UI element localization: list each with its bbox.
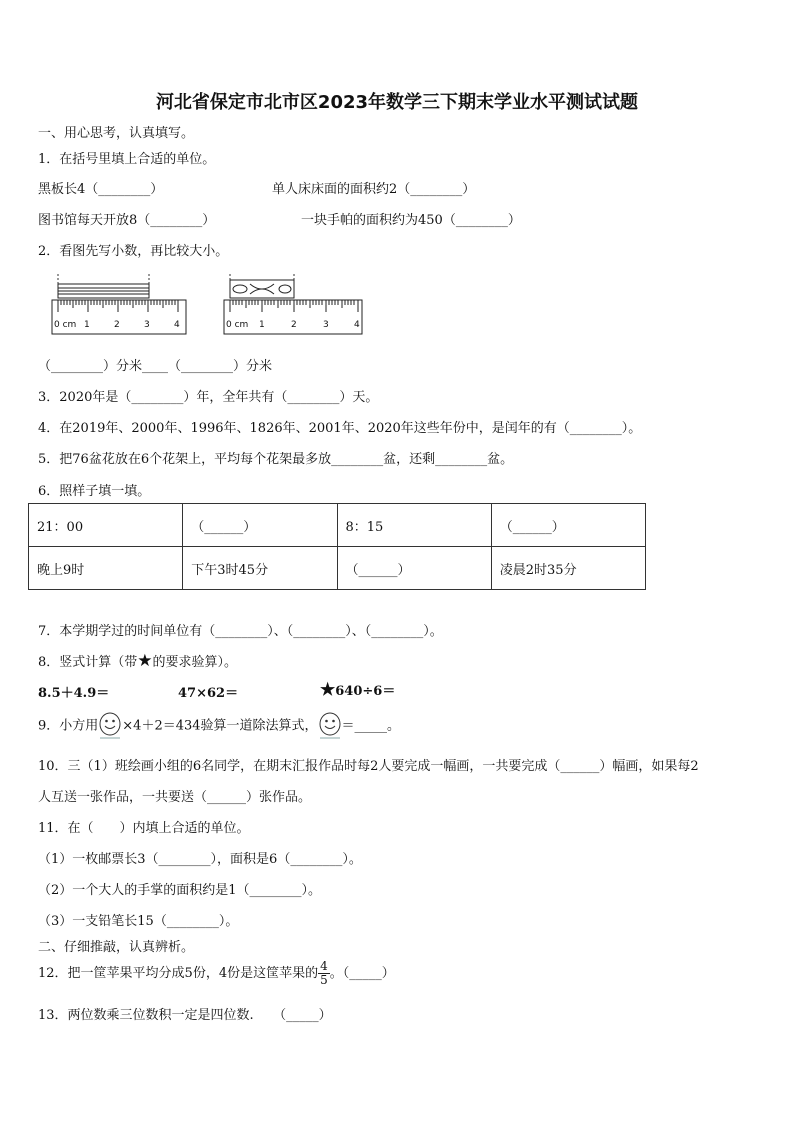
expression-3-text: 640÷6＝ [335, 684, 396, 699]
question-11-1: （1）一枚邮票长3（________），面积是6（________）。 [38, 852, 362, 867]
question-9-text-b: ×4＋2＝434验算一道除法算式， [122, 718, 318, 734]
section-heading-1: 一、用心思考，认真填写。 [38, 126, 195, 141]
time-table [28, 503, 646, 590]
question-7: 7．本学期学过的时间单位有（________）、（________）、（________）。 [38, 624, 443, 639]
table-cell: （______） [491, 504, 645, 547]
question-11-2: （2）一个大人的手掌的面积约是1（________）。 [38, 883, 322, 898]
question-8 [38, 651, 237, 671]
ruler-figure-1 [44, 272, 194, 338]
fraction-denominator: 5 [320, 973, 328, 987]
table-row [29, 547, 646, 590]
smiley-face-icon [318, 712, 342, 740]
ruler-tick-label: 0 cm [226, 320, 249, 330]
ruler-tick-label: 2 [291, 320, 297, 330]
ruler-tick-label: 1 [259, 320, 265, 330]
question-1-c: 图书馆每天开放8（________） [38, 213, 216, 228]
fraction [318, 960, 330, 987]
question-1-a: 黑板长4（________） [38, 182, 164, 197]
question-6: 6．照样子填一填。 [38, 484, 151, 499]
question-1-d: 一块手帕的面积约为450（________） [301, 213, 521, 228]
fraction-numerator: 4 [320, 959, 328, 973]
question-9-text-c: ＝_____。 [341, 718, 401, 734]
expression-1: 8.5＋4.9＝ [38, 686, 110, 701]
question-9 [38, 712, 400, 740]
ruler-tick-label: 4 [354, 320, 360, 330]
question-10-line-2: 人互送一张作品，一共要送（______）张作品。 [38, 790, 312, 805]
table-cell: 8：15 [337, 504, 491, 547]
ruler-figure-2 [218, 272, 368, 338]
question-8-text-b: 的要求验算）。 [152, 655, 238, 670]
star-icon: ★ [320, 680, 336, 700]
ruler-tick-label: 3 [323, 320, 329, 330]
question-10-line-1: 10．三（1）班绘画小组的6名同学，在期末汇报作品时每2人要完成一幅画，一共要完成（______）幅画，如果每2 [38, 759, 699, 774]
question-12 [38, 960, 395, 987]
ruler-tick-label: 1 [84, 320, 90, 330]
star-icon: ★ [137, 651, 153, 671]
ruler-tick-label: 2 [114, 320, 120, 330]
table-cell: 下午3时45分 [183, 547, 337, 590]
question-9-text-a: 9．小方用 [38, 718, 99, 734]
section-heading-2: 二、仔细推敲，认真辨析。 [38, 940, 195, 955]
ruler-tick-label: 3 [144, 320, 150, 330]
expression-3 [320, 680, 395, 700]
question-8-text-a: 8．竖式计算（带 [38, 655, 138, 670]
table-cell: 凌晨2时35分 [491, 547, 645, 590]
expression-2: 47×62＝ [178, 686, 239, 701]
table-cell: （______） [183, 504, 337, 547]
smiley-face-icon [98, 712, 122, 740]
question-11-3: （3）一支铅笔长15（________）。 [38, 914, 239, 929]
table-row [29, 504, 646, 547]
table-cell: （______） [337, 547, 491, 590]
table-cell: 晚上9时 [29, 547, 183, 590]
question-1: 1．在括号里填上合适的单位。 [38, 152, 216, 167]
question-11: 11．在（ ）内填上合适的单位。 [38, 821, 250, 836]
question-12-text-b: 。（_____） [329, 966, 395, 981]
page-title: 河北省保定市北市区2023年数学三下期末学业水平测试试题 [155, 92, 639, 113]
ruler-tick-label: 0 cm [54, 320, 77, 330]
question-2: 2．看图先写小数，再比较大小。 [38, 244, 229, 259]
question-12-text-a: 12．把一筐苹果平均分成5份，4份是这筐苹果的 [38, 966, 319, 981]
question-13: 13．两位数乘三位数积一定是四位数. （_____） [38, 1008, 332, 1023]
question-2-answer: （________）分米____（________）分米 [38, 359, 273, 374]
question-5: 5．把76盆花放在6个花架上，平均每个花架最多放________盆，还剩________盆。 [38, 452, 514, 467]
table-cell: 21：00 [29, 504, 183, 547]
ruler-tick-label: 4 [174, 320, 180, 330]
question-1-b: 单人床床面的面积约2（________） [272, 182, 476, 197]
question-3: 3．2020年是（________）年，全年共有（________）天。 [38, 390, 379, 405]
question-4: 4．在2019年、2000年、1996年、1826年、2001年、2020年这些年份中，是闰年的有（________）。 [38, 421, 642, 436]
